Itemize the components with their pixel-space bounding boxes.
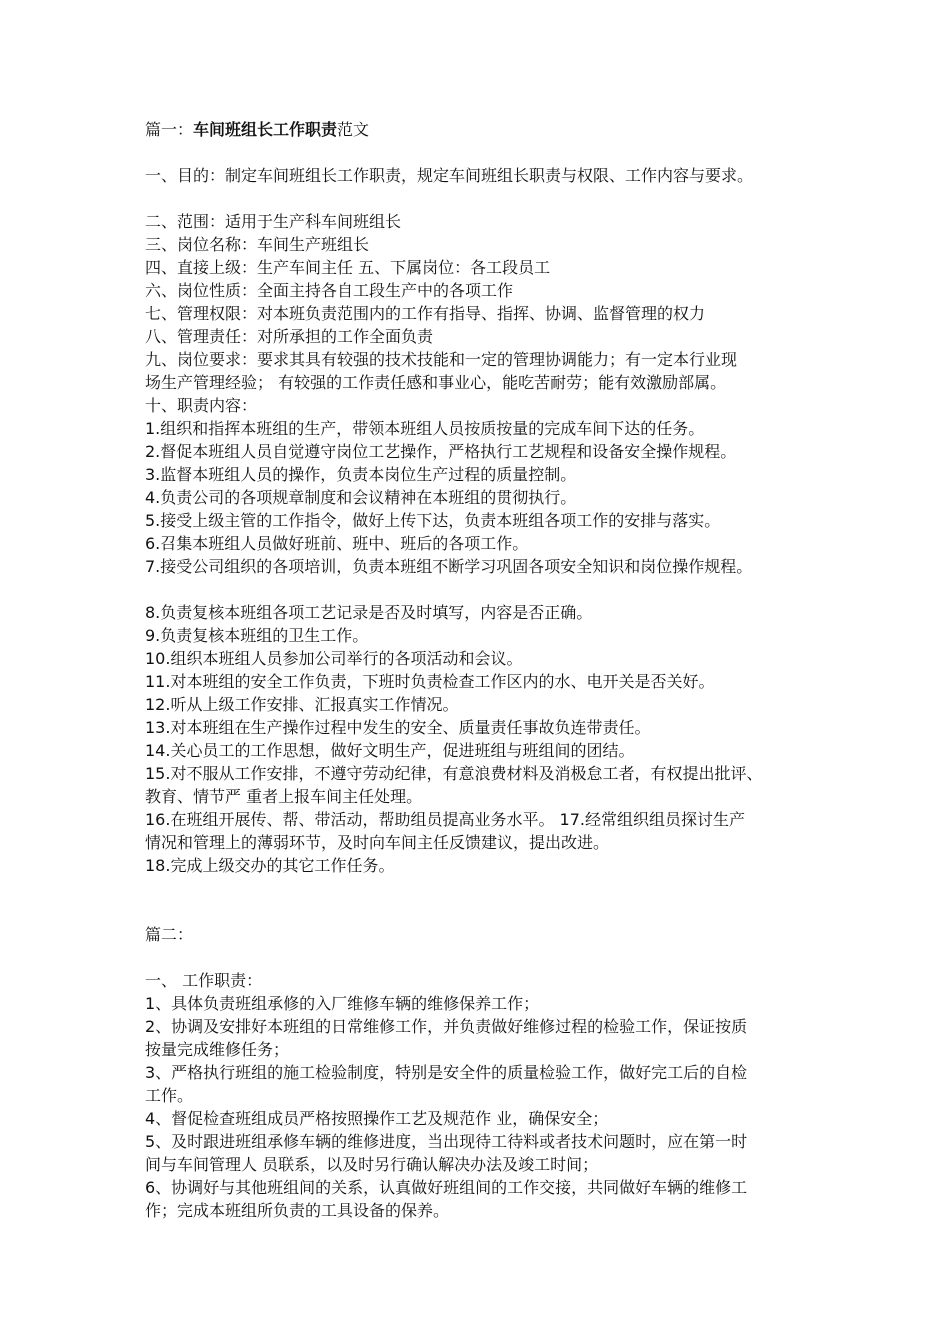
duty-item: 3.监督本班组人员的操作，负责本岗位生产过程的质量控制。	[145, 465, 577, 484]
part1-title-bold: 车间班组长工作职责	[193, 120, 338, 139]
section-line: 七、管理权限：对本班负责范围内的工作有指导、指挥、协调、监督管理的权力	[145, 304, 706, 323]
duty-item: 7.接受公司组织的各项培训，负责本班组不断学习巩固各项安全知识和岗位操作规程。	[145, 557, 753, 576]
part2-item: 工作。	[145, 1086, 194, 1105]
section-line: 六、岗位性质：全面主持各自工段生产中的各项工作	[145, 281, 514, 300]
duty-item: 1.组织和指挥本班组的生产，带领本班组人员按质按量的完成车间下达的任务。	[145, 419, 705, 438]
section-line: 八、管理责任：对所承担的工作全面负责	[145, 327, 434, 346]
part2-heading: 一、 工作职责：	[145, 971, 263, 990]
duty-item: 9.负责复核本班组的卫生工作。	[145, 626, 369, 645]
duty-item: 6.召集本班组人员做好班前、班中、班后的各项工作。	[145, 534, 529, 553]
part2-item: 3、严格执行班组的施工检验制度，特别是安全件的质量检验工作，做好完工后的自检	[145, 1063, 748, 1082]
duty-item: 15.对不服从工作安排，不遵守劳动纪律，有意浪费材料及消极怠工者，有权提出批评、	[145, 764, 763, 783]
duty-item: 10.组织本班组人员参加公司举行的各项活动和会议。	[145, 649, 523, 668]
section-line: 场生产管理经验； 有较强的工作责任感和事业心，能吃苦耐劳；能有效激励部属。	[145, 373, 727, 392]
section-line: 十、职责内容：	[145, 396, 258, 415]
duty-item: 2.督促本班组人员自觉遵守岗位工艺操作，严格执行工艺规程和设备安全操作规程。	[145, 442, 737, 461]
part2-item: 按量完成维修任务；	[145, 1040, 290, 1059]
section-line: 四、直接上级：生产车间主任 五、下属岗位：各工段员工	[145, 258, 551, 277]
duty-item: 18.完成上级交办的其它工作任务。	[145, 856, 395, 875]
duty-item: 13.对本班组在生产操作过程中发生的安全、质量责任事故负连带责任。	[145, 718, 651, 737]
part2-item: 间与车间管理人 员联系，以及时另行确认解决办法及竣工时间；	[145, 1155, 599, 1174]
part2-item: 1、具体负责班组承修的入厂维修车辆的维修保养工作；	[145, 994, 540, 1013]
part1-title-suffix: 范文	[337, 120, 370, 139]
duty-item: 11.对本班组的安全工作负责，下班时负责检查工作区内的水、电开关是否关好。	[145, 672, 715, 691]
duty-item: 情况和管理上的薄弱环节，及时向车间主任反馈建议，提出改进。	[145, 833, 610, 852]
duty-item: 12.听从上级工作安排、汇报真实工作情况。	[145, 695, 459, 714]
document-body	[145, 118, 820, 1222]
part2-item: 4、督促检查班组成员严格按照操作工艺及规范作 业，确保安全；	[145, 1109, 609, 1128]
section-line: 三、岗位名称：车间生产班组长	[145, 235, 370, 254]
section-line: 九、岗位要求：要求其具有较强的技术技能和一定的管理协调能力；有一定本行业现	[145, 350, 738, 369]
duty-item: 14.关心员工的工作思想，做好文明生产，促进班组与班组间的团结。	[145, 741, 635, 760]
part1-title	[145, 118, 820, 141]
part2-item: 2、协调及安排好本班组的日常维修工作，并负责做好维修过程的检验工作，保证按质	[145, 1017, 748, 1036]
duty-item: 8.负责复核本班组各项工艺记录是否及时填写，内容是否正确。	[145, 603, 593, 622]
part2-item: 6、协调好与其他班组间的关系，认真做好班组间的工作交接，共同做好车辆的维修工	[145, 1178, 748, 1197]
part2-item: 5、及时跟进班组承修车辆的维修进度，当出现待工待料或者技术问题时，应在第一时	[145, 1132, 748, 1151]
part1-title-prefix: 篇一：	[145, 120, 194, 139]
section-line: 二、范围：适用于生产科车间班组长	[145, 212, 402, 231]
duty-item: 4.负责公司的各项规章制度和会议精神在本班组的贯彻执行。	[145, 488, 577, 507]
part2-item: 作；完成本班组所负责的工具设备的保养。	[145, 1201, 450, 1220]
purpose-line: 一、目的：制定车间班组长工作职责，规定车间班组长职责与权限、工作内容与要求。	[145, 166, 754, 185]
duty-item: 教育、情节严 重者上报车间主任处理。	[145, 787, 423, 806]
duty-item: 5.接受上级主管的工作指令，做好上传下达，负责本班组各项工作的安排与落实。	[145, 511, 721, 530]
part2-title: 篇二：	[145, 925, 194, 944]
duty-item: 16.在班组开展传、帮、带活动，帮助组员提高业务水平。 17.经常组织组员探讨生产	[145, 810, 745, 829]
